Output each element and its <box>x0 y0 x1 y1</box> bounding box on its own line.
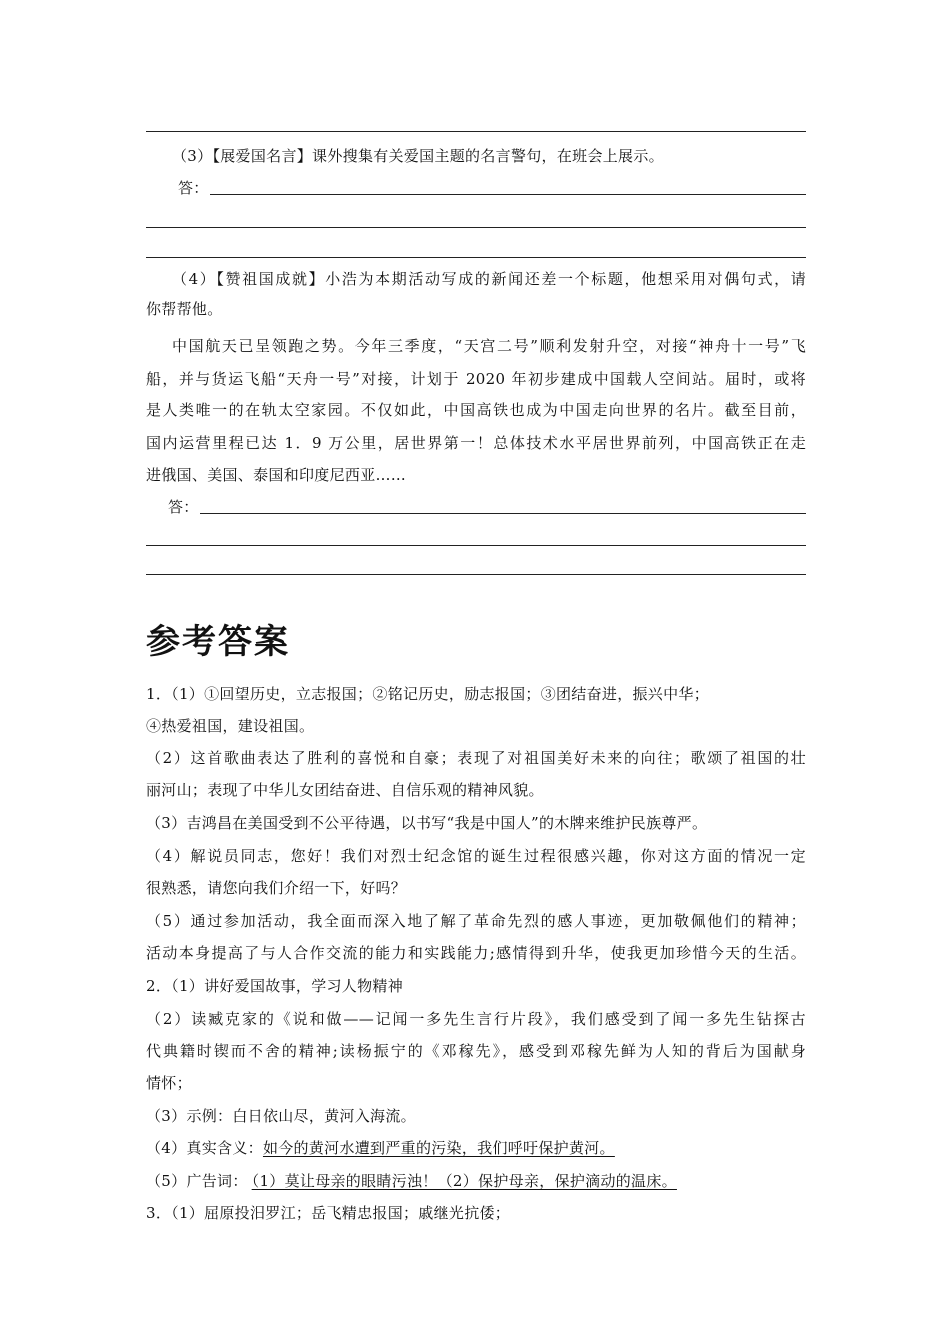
answer-line-5 <box>146 1171 677 1191</box>
answer-line-text: 1．（1）①回望历史，立志报国；②铭记历史，励志报国；③团结奋进，振兴中华； <box>146 685 709 703</box>
answer-line-4 <box>146 1138 615 1158</box>
answer-line-text: （3）示例：白日依山尽，黄河入海流。 <box>146 1107 416 1125</box>
answer-line-text: （2）这首歌曲表达了胜利的喜悦和自豪；表现了对祖国美好未来的向往；歌颂了祖国的壮 <box>146 749 806 767</box>
question-4-answer-label: 答： <box>168 498 199 516</box>
answer-field[interactable] <box>200 513 806 514</box>
answer-field[interactable] <box>146 545 806 546</box>
answer-line-text: （5）通过参加活动，我全面而深入地了解了革命先烈的感人事迹，更加敬佩他们的精神； <box>146 912 806 930</box>
answer-5-label: （5）广告词： <box>146 1172 248 1190</box>
answer-line-text: （4）解说员同志，您好！我们对烈士纪念馆的诞生过程很感兴趣，你对这方面的情况一定 <box>146 847 806 865</box>
answer-field[interactable] <box>210 194 806 195</box>
answer-line-text: 很熟悉，请您向我们介绍一下，好吗？ <box>146 879 407 897</box>
answer-field[interactable] <box>146 227 806 228</box>
answer-line-text: 2．（1）讲好爱国故事，学习人物精神 <box>146 977 403 995</box>
answer-field[interactable] <box>146 257 806 258</box>
answer-5-value: （1）莫让母亲的眼睛污浊！（2）保护母亲，保护滴动的温床。 <box>251 1172 677 1190</box>
passage-line: 中国航天已呈领跑之势。今年三季度，“天宫二号”顺利发射升空，对接“神舟十一号”飞 <box>172 337 806 355</box>
answers-title: 参考答案 <box>146 622 290 662</box>
answer-line-text: 活动本身提高了与人合作交流的能力和实践能力;感情得到升华，使我更加珍惜今天的生活。 <box>146 944 806 962</box>
answer-4-value: 如今的黄河水遭到严重的污染，我们呼吁保护黄河。 <box>262 1139 615 1157</box>
answer-4-label: （4）真实含义： <box>146 1139 263 1157</box>
answer-field[interactable] <box>146 574 806 575</box>
answer-line-text: （2）读臧克家的《说和做——记闻一多先生言行片段》，我们感受到了闻一多先生钻探古 <box>146 1010 806 1028</box>
question-4-prompt: （4）【赞祖国成就】小浩为本期活动写成的新闻还差一个标题，他想采用对偶句式，请 <box>172 270 806 288</box>
passage-line: 是人类唯一的在轨太空家园。不仅如此，中国高铁也成为中国走向世界的名片。截至目前， <box>146 401 806 419</box>
passage-line: 船，并与货运飞船“天舟一号”对接，计划于 2020 年初步建成中国载人空间站。届时，或将 <box>146 370 806 388</box>
passage-line: 进俄国、美国、泰国和印度尼西亚…… <box>146 466 407 484</box>
answer-line-text: 3．（1）屈原投汨罗江；岳飞精忠报国；戚继光抗倭； <box>146 1204 511 1222</box>
passage-line: 国内运营里程已达 1．9 万公里，居世界第一！总体技术水平居世界前列，中国高铁正在走 <box>146 434 806 452</box>
answer-line-text: ④热爱祖国，建设祖国。 <box>146 717 315 735</box>
answer-line <box>146 131 806 132</box>
answer-line-text: （3）吉鸿昌在美国受到不公平待遇，以书写“我是中国人”的木牌来维护民族尊严。 <box>146 814 708 832</box>
answer-line-text: 情怀； <box>146 1074 192 1092</box>
answer-line-text: 代典籍时锲而不舍的精神;读杨振宁的《邓稼先》，感受到邓稼先鲜为人知的背后为国献身 <box>146 1042 806 1060</box>
question-4-prompt-cont: 你帮帮他。 <box>146 300 223 318</box>
question-3-prompt: （3）【展爱国名言】课外搜集有关爱国主题的名言警句，在班会上展示。 <box>172 147 664 165</box>
answer-line-text: 丽河山；表现了中华儿女团结奋进、自信乐观的精神风貌。 <box>146 781 544 799</box>
question-3-answer-label: 答： <box>178 179 209 197</box>
